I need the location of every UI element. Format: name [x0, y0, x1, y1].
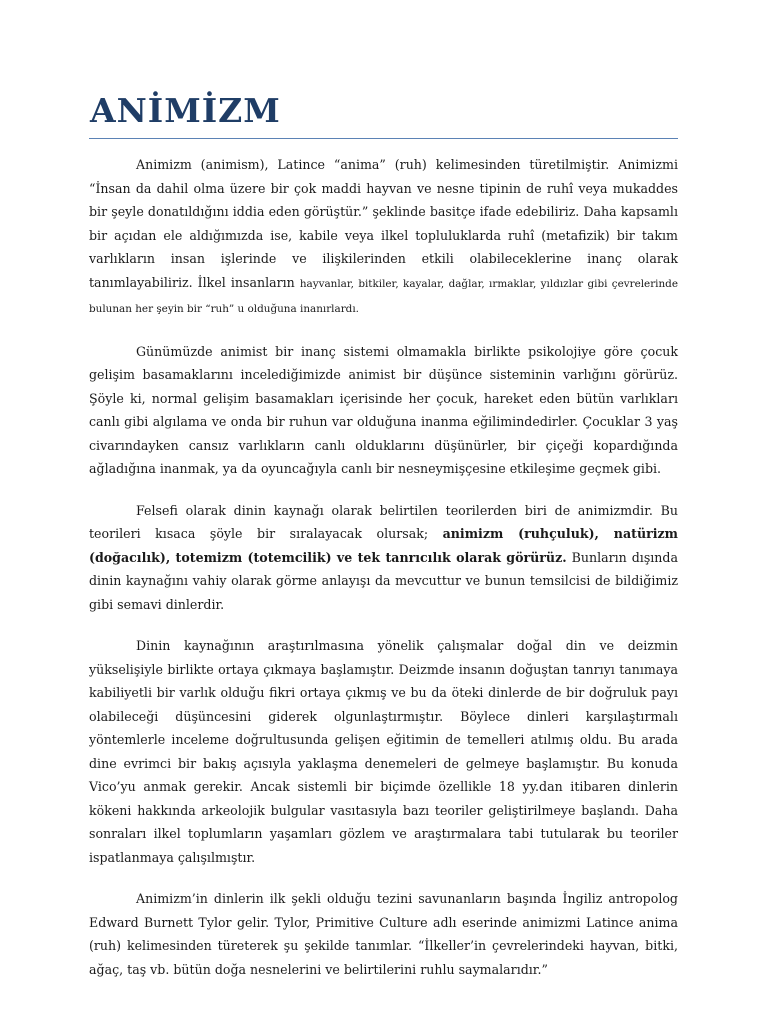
- document-title: ANİMİZM: [90, 91, 281, 130]
- paragraph-1: [89, 153, 678, 322]
- paragraph-5: [89, 887, 678, 981]
- title-underline: [89, 138, 678, 139]
- paragraph-4-text: Dinin kaynağının araştırılmasına yönelik çalışmalar doğal din ve deizmin yükselişiyle birlikte ortaya çıkmaya başlamıştır. Deizmde insanın doğuştan tanrıyı tanımaya kabiliyetli bir varlık olduğu fikri ortaya çıkmış ve bu da öteki dinlerde de bir doğruluk payı olabileceği düşüncesini giderek olgunlaştırmıştır. Böylece dinleri karşılaştırmalı yöntemlerle inceleme doğrultusunda gelişen eğitimin de temelleri atılmış oldu. Bu arada dine evrimci bir bakış açısıyla yaklaşma denemeleri de gelmeye başlamıştır. Bu konuda Vico’yu anmak gerekir. Ancak sistemli bir biçimde özellikle 18 yy.dan itibaren dinlerin kökeni hakkında arkeolojik bulgular vasıtasıyla bazı teoriler geliştirilmeye başlandı. Daha sonraları ilkel toplumların yaşamları gözlem ve araştırmalara tabi tutularak bu teoriler ispatlanmaya çalışılmıştır.: [89, 638, 678, 865]
- paragraph-2: [89, 340, 678, 481]
- paragraph-4: [89, 634, 678, 869]
- paragraph-3: [89, 499, 678, 617]
- paragraph-5-text: Animizm’in dinlerin ilk şekli olduğu tezini savunanların başında İngiliz antropolog Edward Burnett Tylor gelir. Tylor, Primitive Culture adlı eserinde animizmi Latince anima (ruh) kelimesinden türeterek şu şekilde tanımlar. “İlkeller’in çevrelerindeki hayvan, bitki, ağaç, taş vb. bütün doğa nesnelerini ve belirtilerini ruhlu saymalarıdır.”: [89, 891, 678, 977]
- document-page: [89, 88, 678, 999]
- paragraph-3-bold-text: animizm (ruhçuluk), natürizm (doğacılık), totemizm (totemcilik) ve tek tanrıcılık olarak görürüz.: [89, 526, 678, 565]
- paragraph-2-text: Günümüzde animist bir inanç sistemi olmamakla birlikte psikolojiye göre çocuk gelişim basamaklarını incelediğimizde animist bir düşünce sisteminin varlığını görürüz. Şöyle ki, normal gelişim basamakları içerisinde her çocuk, hareket eden bütün varlıkları canlı gibi algılama ve onda bir ruhun var olduğuna inanma eğilimindedirler. Çocuklar 3 yaş civarındayken cansız varlıkların canlı olduklarını düşünürler, bir çiçeği kopardığında ağladığına inanmak, ya da oyuncağıyla canlı bir nesneymişçesine etkileşime geçmek gibi.: [89, 343, 678, 476]
- paragraph-3-text-start: Felsefi olarak dinin kaynağı olarak belirtilen teorilerden biri de animizmdir. Bu teorileri kısaca şöyle bir sıralayacak olursak;: [89, 502, 678, 541]
- paragraph-1-text: Animizm (animism), Latince “anima” (ruh) kelimesinden türetilmiştir. Animizmi “İnsan da dahil olma üzere bir çok maddi hayvan ve nesne tipinin de ruhî veya mukaddes bir şeyle donatıldığını iddia eden görüştür.” şeklinde basitçe ifade edebiliriz. Daha kapsamlı bir açıdan ele aldığımızda ise, kabile veya ilkel topluluklarda ruhî (metafizik) bir takım varlıkların insan işlerinde ve ilişkilerinden etkili olabileceklerine inanç olarak tanımlayabiliriz. İlkel insanların: [89, 157, 678, 290]
- paragraph-1-small-text: hayvanlar, bitkiler, kayalar, dağlar, ırmaklar, yıldızlar gibi çevrelerinde bulunan her şeyin bir “ruh” u olduğuna inanırlardı.: [89, 277, 678, 315]
- paragraph-3-text-end: Bunların dışında dinin kaynağını vahiy olarak görme anlayışı da mevcuttur ve bunun temsilcisi de bildiğimiz gibi semavi dinlerdir.: [89, 549, 678, 612]
